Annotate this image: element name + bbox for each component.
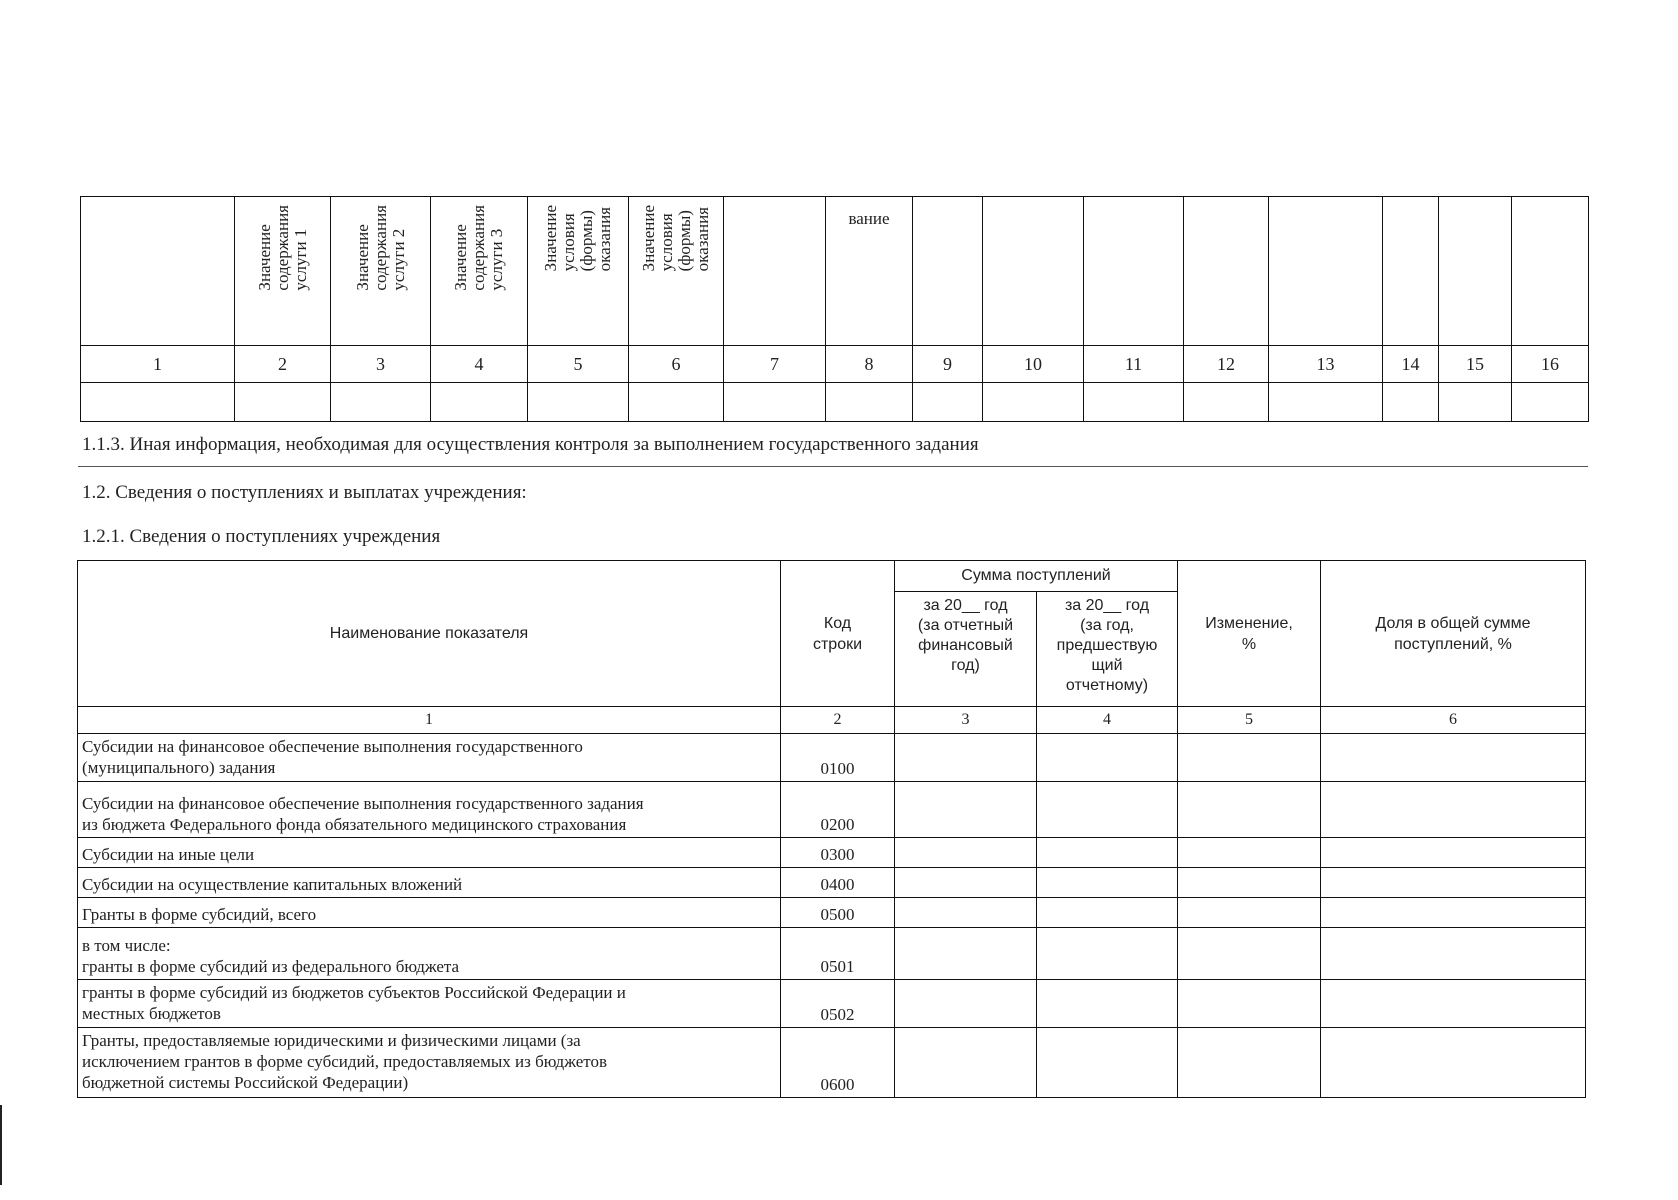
header-cell [913,197,983,346]
header-sum-group: Сумма поступлений [895,561,1178,592]
row-code: 0502 [781,980,895,1028]
header-label-service-content-2: Значение содержания услуги 2 [352,205,408,291]
table-row [78,734,1586,782]
column-number: 4 [1037,707,1178,734]
row-code: 0400 [781,868,895,898]
row-code: 0500 [781,898,895,928]
value-cell [1178,868,1321,898]
table-cell [1184,383,1269,422]
column-number: 5 [528,346,629,383]
table-cell [431,383,528,422]
value-cell [1178,980,1321,1028]
section-1-2-1-heading: 1.2.1. Сведения о поступлениях учреждения [82,526,441,547]
table-cell [1383,383,1439,422]
header-cell [1269,197,1383,346]
empty-data-row [81,383,1589,422]
column-number: 6 [629,346,724,383]
row-indicator-name: Субсидии на финансовое обеспечение выполнения государственного задания из бюджета Федерального фонда обязательного медицинского страхования [78,782,781,838]
column-number: 6 [1321,707,1586,734]
row-indicator-name: в том числе: гранты в форме субсидий из федерального бюджета [78,928,781,980]
header-label-service-content-1: Значение содержания услуги 1 [254,205,310,291]
header-sum-current-year: за 20__ год (за отчетный финансовый год) [895,592,1037,707]
value-cell [1037,868,1178,898]
row-indicator-name: Гранты в форме субсидий, всего [78,898,781,928]
column-number-row [78,707,1586,734]
table-cell [826,383,913,422]
column-number: 3 [895,707,1037,734]
value-cell [895,838,1037,868]
row-code: 0300 [781,838,895,868]
header-change-percent: Изменение, % [1178,561,1321,707]
value-cell [1321,868,1586,898]
row-indicator-name: гранты в форме субсидий из бюджетов субъектов Российской Федерации и местных бюджетов [78,980,781,1028]
table-row [78,980,1586,1028]
table-row [78,838,1586,868]
value-cell [1037,734,1178,782]
table-cell [983,383,1084,422]
value-cell [1178,734,1321,782]
column-number: 8 [826,346,913,383]
column-number: 14 [1383,346,1439,383]
column-number: 1 [78,707,781,734]
column-number: 15 [1439,346,1512,383]
column-number: 9 [913,346,983,383]
table-cell [1439,383,1512,422]
value-cell [1037,1028,1178,1098]
value-cell [895,1028,1037,1098]
table-cell [1084,383,1184,422]
value-cell [1321,838,1586,868]
table-cell [1269,383,1383,422]
table-row [78,782,1586,838]
value-cell [1321,1028,1586,1098]
row-code: 0501 [781,928,895,980]
column-number: 12 [1184,346,1269,383]
column-number: 5 [1178,707,1321,734]
column-number: 3 [331,346,431,383]
header-cell [528,197,629,346]
table-row [78,1028,1586,1098]
row-indicator-name: Субсидии на осуществление капитальных вложений [78,868,781,898]
value-cell [1321,734,1586,782]
value-cell [1037,898,1178,928]
table-cell [331,383,431,422]
column-number: 1 [81,346,235,383]
value-cell [895,782,1037,838]
header-row [81,197,1589,346]
header-cell [1084,197,1184,346]
header-label-provision-form-1: Значение условия (формы) оказания [541,205,614,272]
table-cell [1512,383,1589,422]
table-cell [629,383,724,422]
value-cell [1178,1028,1321,1098]
receipts-table [77,560,1586,1098]
value-cell [895,868,1037,898]
value-cell [1037,928,1178,980]
header-cell [1184,197,1269,346]
value-cell [1037,782,1178,838]
value-cell [895,734,1037,782]
value-cell [1178,782,1321,838]
value-cell [895,928,1037,980]
row-indicator-name: Гранты, предоставляемые юридическими и физическими лицами (за исключением грантов в форме субсидий, предоставляемых из бюджетов бюджетной системы Российской Федерации) [78,1028,781,1098]
column-number: 4 [431,346,528,383]
value-cell [895,980,1037,1028]
section-1-1-3-heading: 1.1.3. Иная информация, необходимая для осуществления контроля за выполнением государственного задания [82,434,979,455]
value-cell [1321,928,1586,980]
header-indicator-name: Наименование показателя [78,561,781,707]
header-cell [431,197,528,346]
value-cell [1037,838,1178,868]
table-row [78,898,1586,928]
column-number: 2 [781,707,895,734]
table-row [78,928,1586,980]
value-cell [1321,782,1586,838]
header-share-percent: Доля в общей сумме поступлений, % [1321,561,1586,707]
table-row [78,868,1586,898]
header-cell [826,197,913,346]
header-cell [331,197,431,346]
header-cell [81,197,235,346]
row-code: 0600 [781,1028,895,1098]
value-cell [1321,980,1586,1028]
table-cell [235,383,331,422]
row-code: 0200 [781,782,895,838]
header-label-provision-form-2: Значение условия (формы) оказания [639,205,712,272]
table-cell [528,383,629,422]
header-label-service-content-3: Значение содержания услуги 3 [451,205,506,291]
column-number: 16 [1512,346,1589,383]
column-number: 10 [983,346,1084,383]
table-cell [81,383,235,422]
column-number: 11 [1084,346,1184,383]
row-indicator-name: Субсидии на иные цели [78,838,781,868]
header-label-col8: вание [848,209,890,228]
fill-in-line [78,466,1588,467]
header-cell [983,197,1084,346]
value-cell [1321,898,1586,928]
header-cell [1512,197,1589,346]
value-cell [895,898,1037,928]
value-cell [1037,980,1178,1028]
row-code: 0100 [781,734,895,782]
row-indicator-name: Субсидии на финансовое обеспечение выполнения государственного (муниципального) задания [78,734,781,782]
header-row [78,561,1586,592]
column-number: 13 [1269,346,1383,383]
column-number: 2 [235,346,331,383]
section-1-2-heading: 1.2. Сведения о поступлениях и выплатах учреждения: [82,482,527,503]
margin-scan-mark [0,1105,2,1185]
header-cell [1439,197,1512,346]
table-cell [724,383,826,422]
value-cell [1178,928,1321,980]
header-cell [235,197,331,346]
value-cell [1178,838,1321,868]
header-cell [1383,197,1439,346]
header-cell [724,197,826,346]
column-number-row [81,346,1589,383]
table-cell [913,383,983,422]
header-row-code: Код строки [781,561,895,707]
header-sum-previous-year: за 20__ год (за год, предшествую щий отчетному) [1037,592,1178,707]
service-indicators-table [80,196,1589,422]
column-number: 7 [724,346,826,383]
header-cell [629,197,724,346]
value-cell [1178,898,1321,928]
